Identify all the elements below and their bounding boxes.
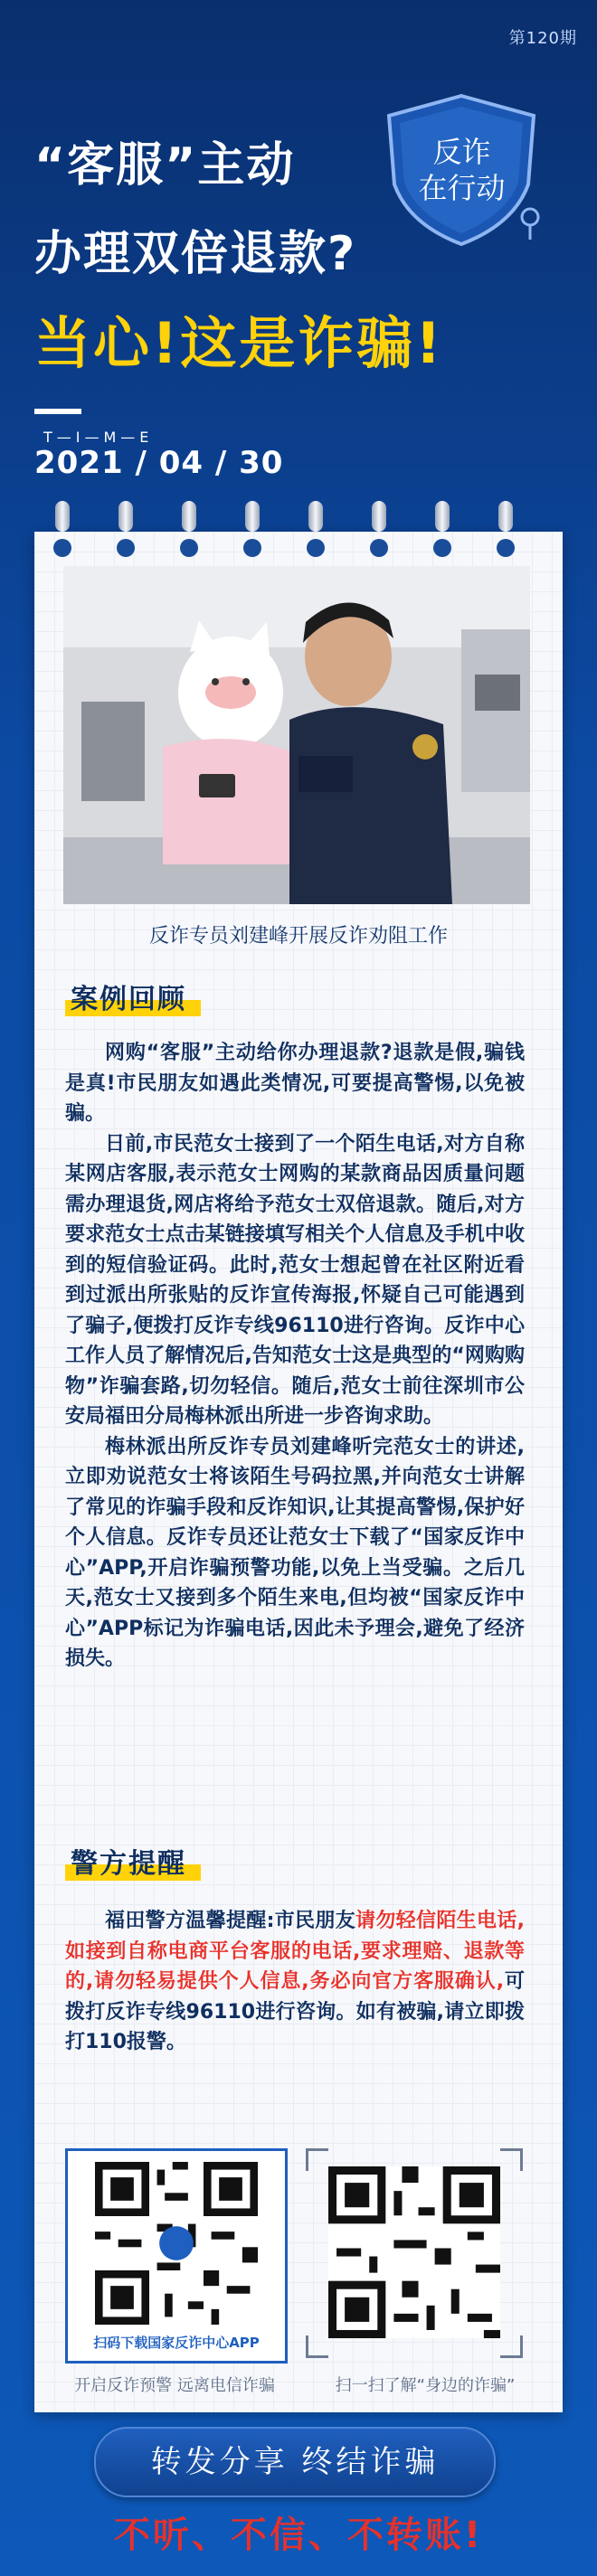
case-paragraph-2: 日前,市民范女士接到了一个陌生电话,对方自称某网店客服,表示范女士网购的某款商品因质量问题需办理退货,网店将给予范女士双倍退款。随后,对方要求范女士点击某链接填写相关个人信息及手机中收到的短信验证码。此时,范女士想起曾在社区附近看到过派出所张贴的反诈宣传海报,怀疑自己可能遇到了骗子,便拨打反诈专线96110进行咨询。反诈中心工作人员了解情况后,告知范女士这是典型的“网购购物”诈骗套路,切勿轻信。随后,范女士前往深圳市公安局福田分局梅林派出所进一步咨询求助。 <box>65 1132 525 1428</box>
warning-heading-label: 警方提醒 <box>71 1848 186 1880</box>
info-qr-subtitle: 扫一扫了解“身边的诈骗” <box>335 2376 516 2395</box>
case-heading-label: 案例回顾 <box>71 984 186 1015</box>
binder-rings <box>50 501 556 564</box>
app-qr-caption: 扫码下载国家反诈中心APP <box>93 2335 260 2351</box>
binder-ring-icon <box>50 501 77 561</box>
warning-tail: 可拨打反诈专线96110进行咨询。如有被骗,请立即拨打110报警。 <box>65 1970 525 2053</box>
title-line-3: 当心!这是诈骗! <box>34 310 444 376</box>
binder-ring-icon <box>113 501 140 561</box>
binder-ring-icon <box>303 501 330 561</box>
badge-line-1: 反诈 <box>432 135 491 169</box>
qr-code-icon <box>328 2166 500 2338</box>
badge-text <box>378 134 545 206</box>
badge-line-2: 在行动 <box>418 171 506 205</box>
binder-ring-icon <box>176 501 204 561</box>
app-qr-subtitle: 开启反诈预警 远离电信诈骗 <box>74 2376 275 2395</box>
binder-ring-icon <box>493 501 520 561</box>
info-qr-box[interactable] <box>306 2148 523 2358</box>
binder-ring-icon <box>430 501 457 561</box>
title-rule <box>34 409 81 414</box>
binder-ring-icon <box>366 501 393 561</box>
app-qr-box[interactable] <box>65 2148 288 2364</box>
share-button[interactable]: 转发分享 终结诈骗 <box>94 2427 496 2497</box>
title-line-1: “客服”主动 <box>34 138 296 193</box>
time-label: T—I—M—E <box>43 429 154 446</box>
title-line-2: 办理双倍退款? <box>34 227 357 281</box>
photo-caption: 反诈专员刘建峰开展反诈劝阻工作 <box>148 925 448 948</box>
warning-body <box>65 1906 525 2058</box>
case-photo <box>63 566 530 904</box>
qr-code-icon <box>95 2162 258 2325</box>
case-body <box>65 1038 525 1675</box>
publish-date: 2021 / 04 / 30 <box>34 445 284 481</box>
slogan: 不听、不信、不转账! <box>113 2515 484 2556</box>
case-paragraph-1: 网购“客服”主动给你办理退款?退款是假,骗钱是真!市民朋友如遇此类情况,可要提高警惕,以免被骗。 <box>65 1042 525 1125</box>
issue-number: 第120期 <box>508 29 577 48</box>
binder-ring-icon <box>240 501 267 561</box>
warning-red-text: 请勿轻信陌生电话,如接到自称电商平台客服的电话,要求理赔、退款等的,请勿轻易提供个人信息,务必向官方客服确认, <box>65 1910 525 1993</box>
case-paragraph-3: 梅林派出所反诈专员刘建峰听完范女士的讲述,立即劝说范女士将该陌生号码拉黑,并向范女士讲解了常见的诈骗手段和反诈知识,让其提高警惕,保护好个人信息。反诈专员还让范女士下载了“国家反诈中心”APP,开启诈骗预警功能,以免上当受骗。之后几天,范女士又接到多个陌生来电,但均被“国家反诈中心”APP标记为诈骗电话,因此未予理会,避免了经济损失。 <box>65 1435 525 1670</box>
warning-lead: 福田警方温馨提醒:市民朋友 <box>105 1910 356 1932</box>
